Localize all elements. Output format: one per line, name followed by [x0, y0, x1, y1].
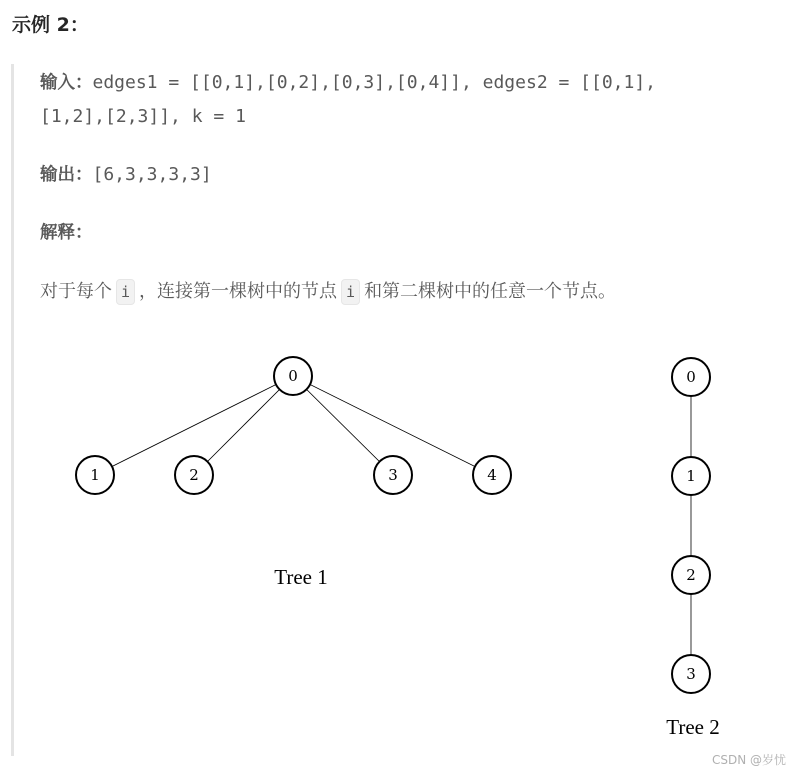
- inline-code-i-2: i: [341, 279, 360, 305]
- tree2-caption: Tree 2: [666, 715, 720, 739]
- tree1-node-4-label: 4: [487, 466, 497, 484]
- explanation-text-part3: 和第二棵树中的任意一个节点。: [364, 281, 617, 302]
- tree1-edge-0-2: [194, 376, 293, 475]
- tree1-node-2-label: 2: [189, 466, 199, 484]
- tree1-node-0-label: 0: [288, 367, 298, 385]
- example-heading: 示例 2：: [12, 14, 89, 36]
- output-label: 输出：: [40, 165, 93, 185]
- tree2-node-2: [672, 556, 710, 594]
- tree2-node-2-label: 2: [686, 566, 696, 584]
- tree2-node-1: [672, 457, 710, 495]
- tree1-node-1-label: 1: [90, 466, 100, 484]
- tree1-edge-0-3: [293, 376, 393, 475]
- tree2-node-0-label: 0: [686, 368, 696, 386]
- tree1-caption: Tree 1: [274, 565, 328, 589]
- tree2-node-0: [672, 358, 710, 396]
- tree1-node-2: [175, 456, 213, 494]
- tree1-node-0: [274, 357, 312, 395]
- tree1-node-1: [76, 456, 114, 494]
- input-label: 输入：: [40, 73, 93, 93]
- output-value: [6,3,3,3,3]: [92, 164, 212, 185]
- watermark: CSDN @岁忧: [711, 753, 786, 767]
- input-value-line2: [1,2],[2,3]], k = 1: [40, 106, 246, 127]
- tree2-node-3: [672, 655, 710, 693]
- tree1-node-4: [473, 456, 511, 494]
- explanation-text-part1: 对于每个: [40, 281, 112, 302]
- explanation-text-part2: ，连接第一棵树中的节点: [139, 281, 338, 302]
- explanation-label: 解释：: [40, 223, 93, 243]
- tree1-node-3-label: 3: [388, 466, 398, 484]
- tree1-node-3: [374, 456, 412, 494]
- inline-code-i-1: i: [116, 279, 135, 305]
- input-value-line1: edges1 = [[0,1],[0,2],[0,3],[0,4]], edges2 = [[0,1],: [92, 72, 657, 93]
- tree2-node-3-label: 3: [686, 665, 696, 683]
- tree2-node-1-label: 1: [686, 467, 696, 485]
